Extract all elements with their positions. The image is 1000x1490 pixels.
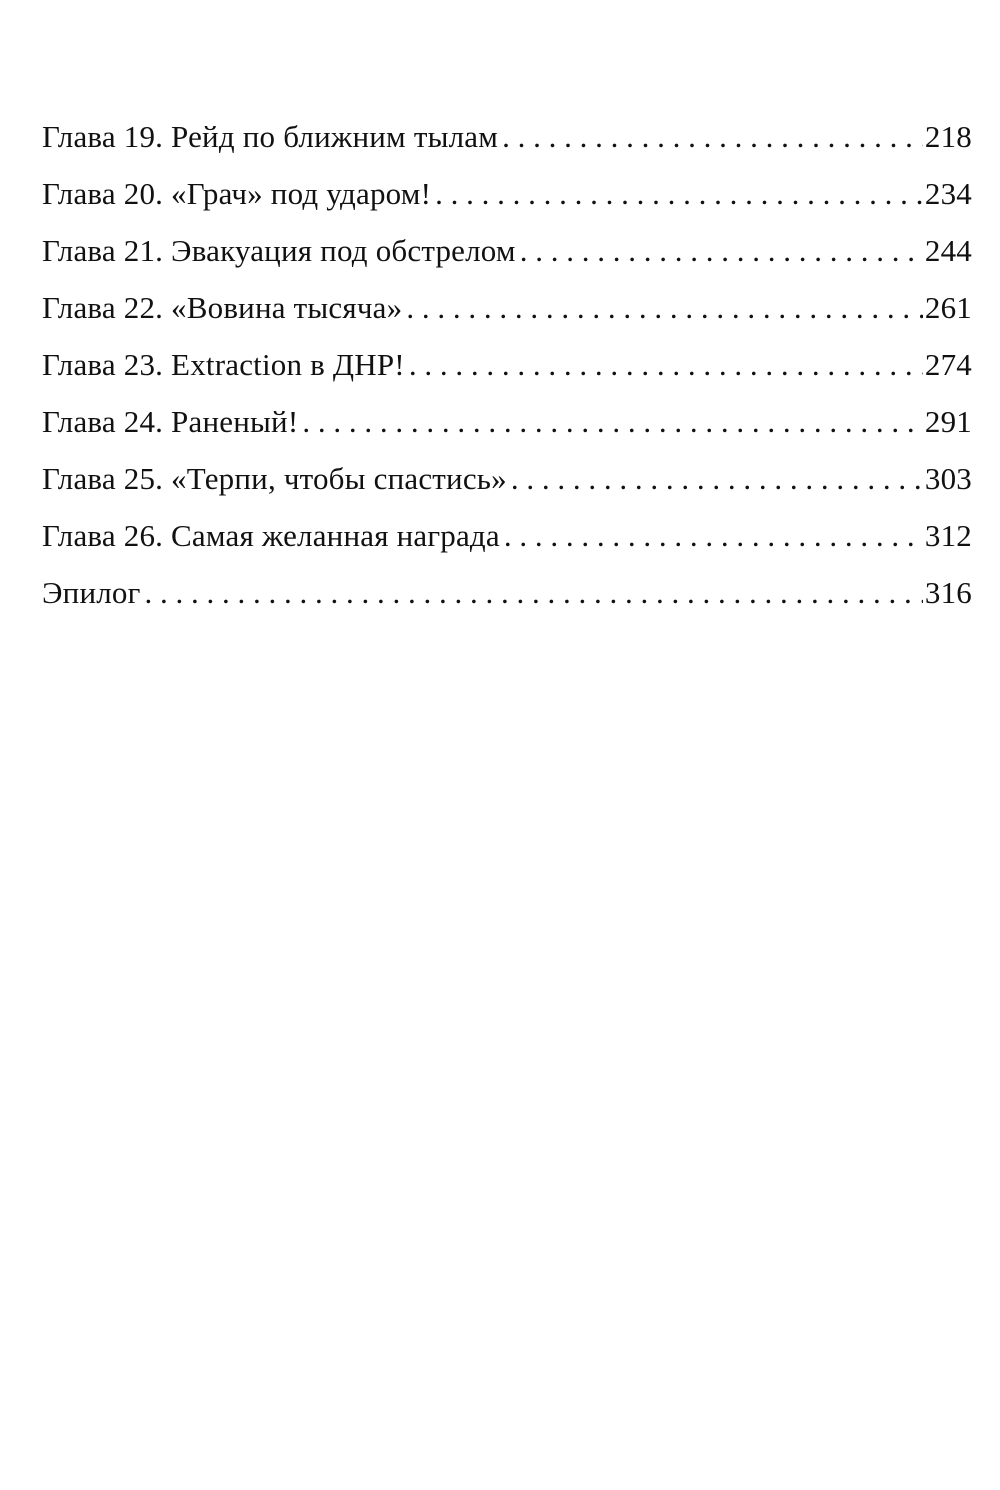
toc-entry-page: 274 <box>924 347 972 382</box>
toc-entry-page: 218 <box>924 119 972 154</box>
toc-entry-page: 234 <box>924 176 972 211</box>
toc-entry-title: Глава 22. «Вовина тысяча» <box>42 290 403 325</box>
toc-leader-dots <box>504 507 923 564</box>
toc-entry-page: 244 <box>924 233 972 268</box>
toc-leader-dots <box>145 564 923 621</box>
toc-entry-page: 316 <box>924 575 972 610</box>
toc-entry-title: Глава 20. «Грач» под ударом! <box>42 176 432 211</box>
toc-leader-dots <box>302 393 923 450</box>
toc-entry-title: Глава 25. «Терпи, чтобы спастись» <box>42 461 507 496</box>
toc-entry <box>42 336 972 393</box>
toc-entry <box>42 393 972 450</box>
toc-entry-page: 261 <box>924 290 972 325</box>
toc-entry-page: 291 <box>924 404 972 439</box>
toc-entry <box>42 564 972 621</box>
toc-entry-page: 312 <box>924 518 972 553</box>
toc-leader-dots <box>406 279 923 336</box>
table-of-contents <box>42 108 972 621</box>
toc-entry <box>42 507 972 564</box>
toc-entry-page: 303 <box>924 461 972 496</box>
toc-entry-title: Глава 23. Extraction в ДНР! <box>42 347 405 382</box>
toc-entry-title: Глава 19. Рейд по ближним тылам <box>42 119 499 154</box>
toc-leader-dots <box>511 450 923 507</box>
toc-entry-title: Глава 26. Самая желанная награда <box>42 518 500 553</box>
toc-entry-title: Эпилог <box>42 575 141 610</box>
toc-leader-dots <box>502 108 923 165</box>
toc-entry-title: Глава 24. Раненый! <box>42 404 299 439</box>
toc-leader-dots <box>435 165 923 222</box>
toc-entry <box>42 222 972 279</box>
toc-entry <box>42 108 972 165</box>
toc-entry <box>42 165 972 222</box>
toc-entry <box>42 450 972 507</box>
toc-entry <box>42 279 972 336</box>
toc-leader-dots <box>409 336 923 393</box>
toc-leader-dots <box>520 222 923 279</box>
toc-entry-title: Глава 21. Эвакуация под обстрелом <box>42 233 516 268</box>
